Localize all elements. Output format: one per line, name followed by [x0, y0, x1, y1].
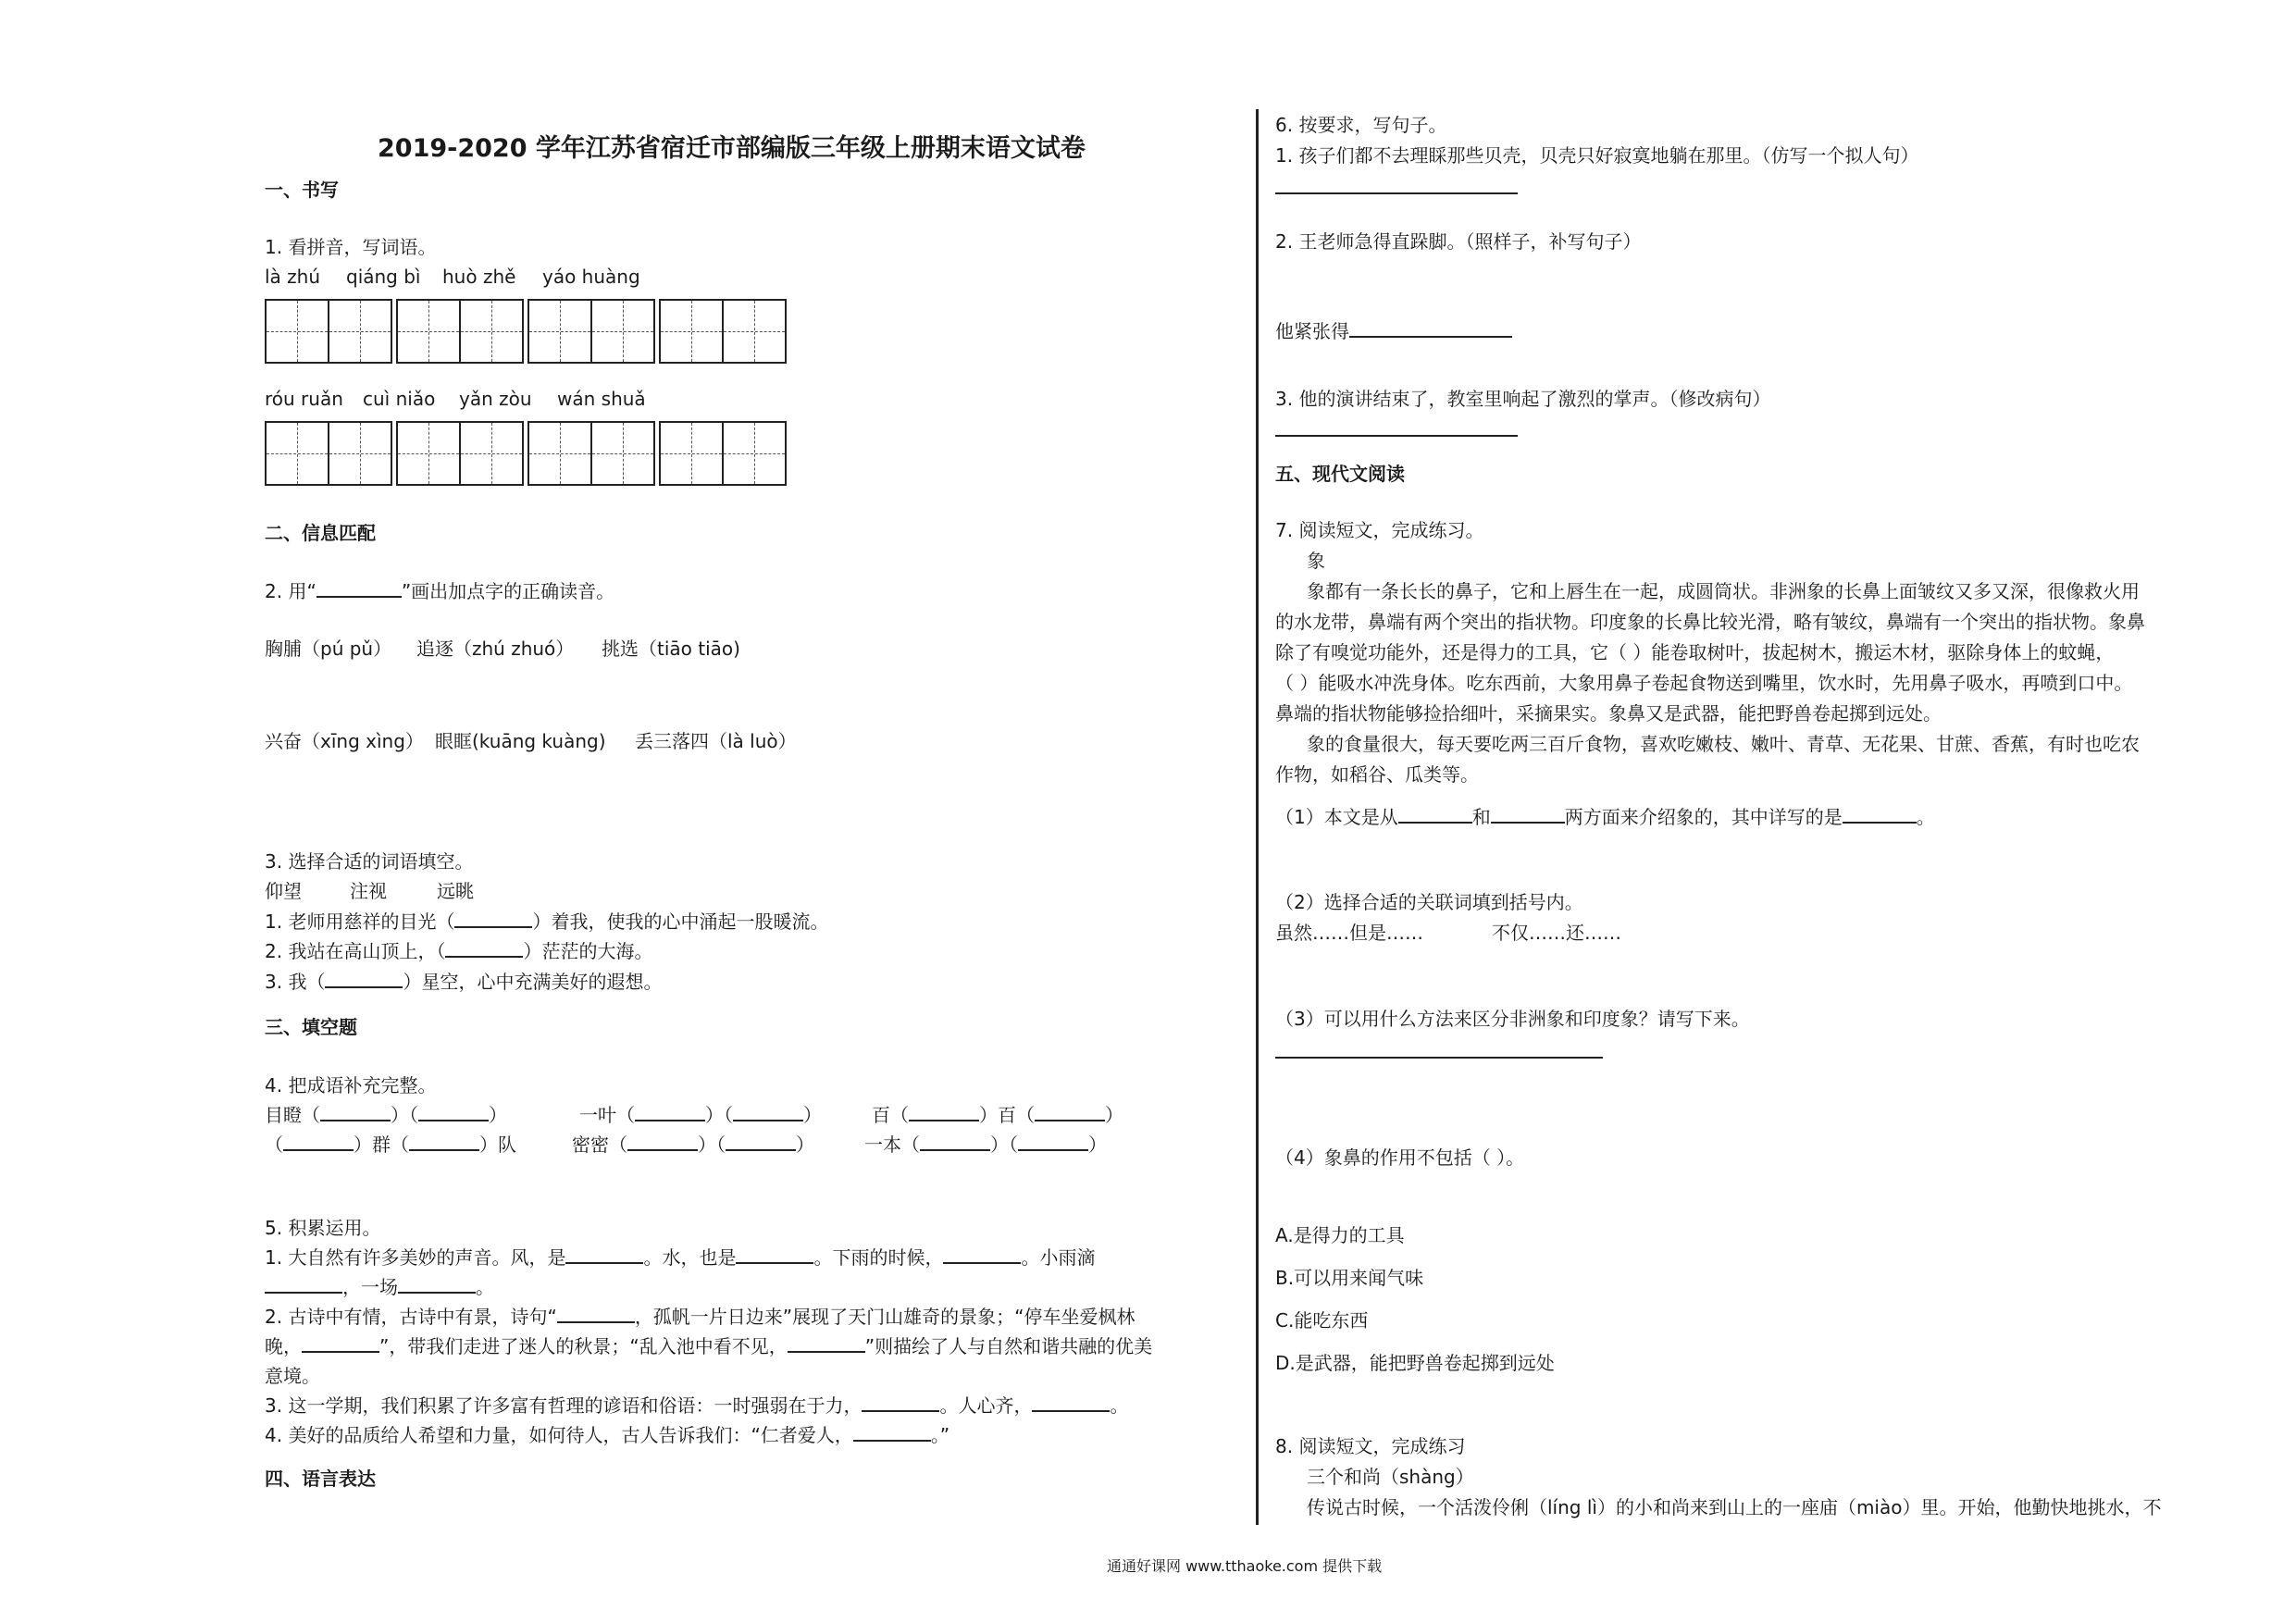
word-box[interactable]: [396, 421, 522, 486]
q3-word-2: 注视: [350, 880, 387, 902]
answer-blank[interactable]: [316, 579, 402, 598]
char-cell[interactable]: [265, 421, 329, 486]
q3-word-3: 远眺: [437, 880, 474, 902]
section-heading-expression: 四、语言表达: [265, 1468, 376, 1490]
section-heading-writing: 一、书写: [265, 179, 339, 201]
q2-item-5: 眼眶(kuāng kuàng): [435, 730, 606, 752]
passage-line: 象的食量很大，每天要吃两三百斤食物，喜欢吃嫩枝、嫩叶、青草、无花果、甘蔗、香蕉，有时也吃农: [1307, 733, 2140, 755]
question-4: 4. 把成语补充完整。: [265, 1074, 437, 1096]
char-cell[interactable]: [527, 421, 592, 486]
answer-blank[interactable]: [1035, 1103, 1105, 1121]
q6-item-2: 2. 王老师急得直跺脚。（照样子，补写句子）: [1275, 230, 1642, 253]
pinyin-6: cuì niǎo: [363, 388, 436, 410]
q3-sentence-3: 3. 我（ ）星空，心中充满美好的遐想。: [265, 971, 663, 993]
q6-item-2-prompt: 他紧张得: [1275, 319, 1512, 343]
q6-item-3: 3. 他的演讲结束了，教室里响起了激烈的掌声。（修改病句）: [1275, 388, 1771, 410]
answer-blank[interactable]: [1491, 805, 1565, 824]
question-3: 3. 选择合适的词语填空。: [265, 850, 474, 873]
q5-line-6: 3. 这一学期，我们积累了许多富有哲理的谚语和俗语：一时强弱在于力， 。人心齐， 。: [265, 1394, 1129, 1417]
char-cell[interactable]: [659, 299, 724, 364]
pinyin-4: yáo huàng: [542, 266, 640, 288]
word-box[interactable]: [396, 299, 522, 364]
q4-row-1: 目瞪（ ）（ ）: [265, 1104, 507, 1126]
column-divider: [1256, 109, 1259, 1525]
question-7: 7. 阅读短文，完成练习。: [1275, 519, 1484, 541]
passage-line: 除了有嗅觉功能外，还是得力的工具，它（ ）能卷取树叶，拔起树木，搬运木材，驱除身体上的蚊蝇，: [1275, 641, 2115, 663]
option-b[interactable]: B.可以用来闻气味: [1275, 1267, 1424, 1289]
q3-word-1: 仰望: [265, 880, 302, 902]
q3-sentence-2: 2. 我站在高山顶上，（ ）茫茫的大海。: [265, 940, 653, 962]
answer-blank[interactable]: [920, 1133, 990, 1151]
answer-blank[interactable]: [265, 1275, 342, 1294]
option-d[interactable]: D.是武器，能把野兽卷起掷到远处: [1275, 1352, 1555, 1374]
answer-blank[interactable]: [409, 1133, 479, 1151]
answer-blank[interactable]: [862, 1394, 939, 1412]
q2-item-1: 胸脯（pú pǔ）: [265, 638, 392, 660]
section-heading-matching: 二、信息匹配: [265, 522, 376, 544]
question-5: 5. 积累运用。: [265, 1217, 381, 1239]
answer-blank[interactable]: [788, 1334, 865, 1353]
q5-line-7: 4. 美好的品质给人希望和力量，如何待人，古人告诉我们：“仁者爱人， 。”: [265, 1424, 950, 1446]
section-heading-reading: 五、现代文阅读: [1275, 463, 1405, 485]
answer-blank[interactable]: [909, 1103, 979, 1121]
answer-line[interactable]: [1275, 435, 1518, 437]
passage-line: 作物，如稻谷、瓜类等。: [1275, 763, 1479, 786]
q4-row-1b: 一叶（ ）（ ）: [579, 1104, 822, 1126]
answer-blank[interactable]: [1032, 1394, 1110, 1412]
char-cell[interactable]: [328, 421, 392, 486]
q4-row-2c: 一本（ ）（ ）: [864, 1134, 1107, 1156]
sub-question-3: （3）可以用什么方法来区分非洲象和印度象？请写下来。: [1275, 1008, 1750, 1030]
question-6: 6. 按要求，写句子。: [1275, 114, 1447, 136]
answer-blank[interactable]: [320, 1103, 391, 1121]
q5-line-2: ，一场 。: [265, 1275, 494, 1299]
pinyin-8: wán shuǎ: [557, 388, 646, 410]
answer-blank[interactable]: [726, 1133, 796, 1151]
answer-blank[interactable]: [635, 1103, 705, 1121]
answer-blank[interactable]: [557, 1305, 635, 1323]
pinyin-2: qiáng bì: [346, 266, 421, 288]
char-cell[interactable]: [590, 421, 655, 486]
answer-blank[interactable]: [733, 1103, 803, 1121]
passage-title: 象: [1307, 550, 1325, 572]
char-cell[interactable]: [590, 299, 655, 364]
passage-line: 的水龙带，鼻端有两个突出的指状物。印度象的长鼻比较光滑，略有皱纹，鼻端有一个突出的指状物。象鼻: [1275, 611, 2145, 633]
answer-blank[interactable]: [398, 1275, 476, 1294]
question-2: 2. 用“ ”画出加点字的正确读音。: [265, 580, 615, 602]
q4-row-2a: （ ）群（ ）队: [265, 1134, 516, 1156]
q3-sentence-1: 1. 老师用慈祥的目光（ ）着我，使我的心中涌起一股暖流。: [265, 911, 829, 933]
sub-question-2: （2）选择合适的关联词填到括号内。: [1275, 891, 1583, 913]
footer-credit: 通通好课网 www.tthaoke.com 提供下载: [1107, 1557, 1383, 1575]
answer-blank[interactable]: [943, 1245, 1021, 1264]
answer-line[interactable]: [1275, 1057, 1603, 1059]
writing-grid-row-2: [265, 421, 790, 486]
answer-blank[interactable]: [283, 1133, 354, 1151]
char-cell[interactable]: [396, 299, 461, 364]
answer-blank[interactable]: [445, 939, 523, 958]
char-cell[interactable]: [328, 299, 392, 364]
char-cell[interactable]: [722, 299, 787, 364]
answer-blank[interactable]: [627, 1133, 698, 1151]
word-box[interactable]: [265, 299, 391, 364]
word-box[interactable]: [265, 421, 391, 486]
pinyin-3: huò zhě: [442, 266, 516, 288]
answer-blank[interactable]: [454, 910, 532, 928]
answer-blank[interactable]: [565, 1245, 643, 1264]
question-1: 1. 看拼音，写词语。: [265, 236, 437, 258]
passage-line: 象都有一条长长的鼻子，它和上唇生在一起，成圆筒状。非洲象的长鼻上面皱纹又多又深，很像救火用: [1307, 580, 2140, 602]
sub-question-4: （4）象鼻的作用不包括（ ）。: [1275, 1146, 1525, 1169]
word-box[interactable]: [527, 421, 653, 486]
q5-line-3: 2. 古诗中有情，古诗中有景，诗句“ ，孤帆一片日边来”展现了天门山雄奇的景象；“停车坐爱枫林: [265, 1306, 1136, 1328]
pinyin-7: yǎn zòu: [459, 388, 532, 410]
word-box[interactable]: [659, 421, 785, 486]
char-cell[interactable]: [459, 299, 524, 364]
passage-line: （ ）能吸水冲洗身体。吃东西前，大象用鼻子卷起食物送到嘴里，饮水时，先用鼻子吸水，再喷到口中。: [1275, 672, 2133, 694]
q5-line-5: 意境。: [265, 1365, 320, 1387]
writing-grid-row-1: [265, 299, 790, 364]
answer-blank[interactable]: [1349, 319, 1512, 338]
q4-row-2b: 密密（ ）（ ）: [572, 1134, 814, 1156]
q5-line-4: 晚， ”，带我们走进了迷人的秋景；“乱入池中看不见， ”则描绘了人与自然和谐共融的优美: [265, 1335, 1153, 1357]
answer-blank[interactable]: [1398, 805, 1472, 824]
answer-blank[interactable]: [302, 1334, 379, 1353]
answer-blank[interactable]: [736, 1245, 813, 1264]
passage-2-line: 传说古时候，一个活泼伶俐（líng lì）的小和尚来到山上的一座庙（miào）里。开始，他勤快地挑水，不: [1307, 1496, 2162, 1518]
q5-line-1: 1. 大自然有许多美妙的声音。风，是 。水，也是 。下雨的时候， 。小雨滴: [265, 1246, 1096, 1269]
answer-blank[interactable]: [1018, 1133, 1088, 1151]
char-cell[interactable]: [527, 299, 592, 364]
char-cell[interactable]: [659, 421, 724, 486]
char-cell[interactable]: [265, 299, 329, 364]
q2-item-4: 兴奋（xīng xìng）: [265, 730, 424, 752]
page-title: 2019-2020 学年江苏省宿迁市部编版三年级上册期末语文试卷: [378, 134, 1086, 163]
answer-blank[interactable]: [418, 1103, 489, 1121]
section-heading-fill: 三、填空题: [265, 1016, 357, 1038]
word-box[interactable]: [527, 299, 653, 364]
char-cell[interactable]: [722, 421, 787, 486]
passage-line: 鼻端的指状物能够捡拾细叶，采摘果实。象鼻又是武器，能把野兽卷起掷到远处。: [1275, 702, 1942, 725]
question-8: 8. 阅读短文，完成练习: [1275, 1435, 1466, 1457]
q2-item-3: 挑选（tiāo tiāo): [602, 638, 740, 660]
q4-row-1c: 百（ ）百（ ）: [872, 1104, 1123, 1126]
pinyin-1: là zhú: [265, 266, 321, 288]
char-cell[interactable]: [396, 421, 461, 486]
q6-item-1: 1. 孩子们都不去理睬那些贝壳，贝壳只好寂寞地躺在那里。（仿写一个拟人句）: [1275, 144, 1919, 167]
answer-blank[interactable]: [1843, 805, 1917, 824]
word-box[interactable]: [659, 299, 785, 364]
option-c[interactable]: C.能吃东西: [1275, 1309, 1369, 1332]
char-cell[interactable]: [459, 421, 524, 486]
sub-question-1: （1）本文是从 和 两方面来介绍象的，其中详写的是 。: [1275, 806, 1935, 828]
option-a[interactable]: A.是得力的工具: [1275, 1224, 1405, 1246]
connector-option-1: 虽然……但是……: [1275, 922, 1423, 944]
answer-line[interactable]: [1275, 192, 1518, 194]
pinyin-5: róu ruǎn: [265, 388, 343, 410]
connector-option-2: 不仅……还……: [1492, 922, 1621, 944]
answer-blank[interactable]: [325, 970, 403, 988]
passage-2-title: 三个和尚（shàng）: [1307, 1466, 1474, 1488]
q2-item-2: 追逐（zhú zhuó）: [416, 638, 575, 660]
answer-blank[interactable]: [853, 1423, 931, 1442]
q2-item-6: 丢三落四（là luò）: [635, 730, 797, 752]
